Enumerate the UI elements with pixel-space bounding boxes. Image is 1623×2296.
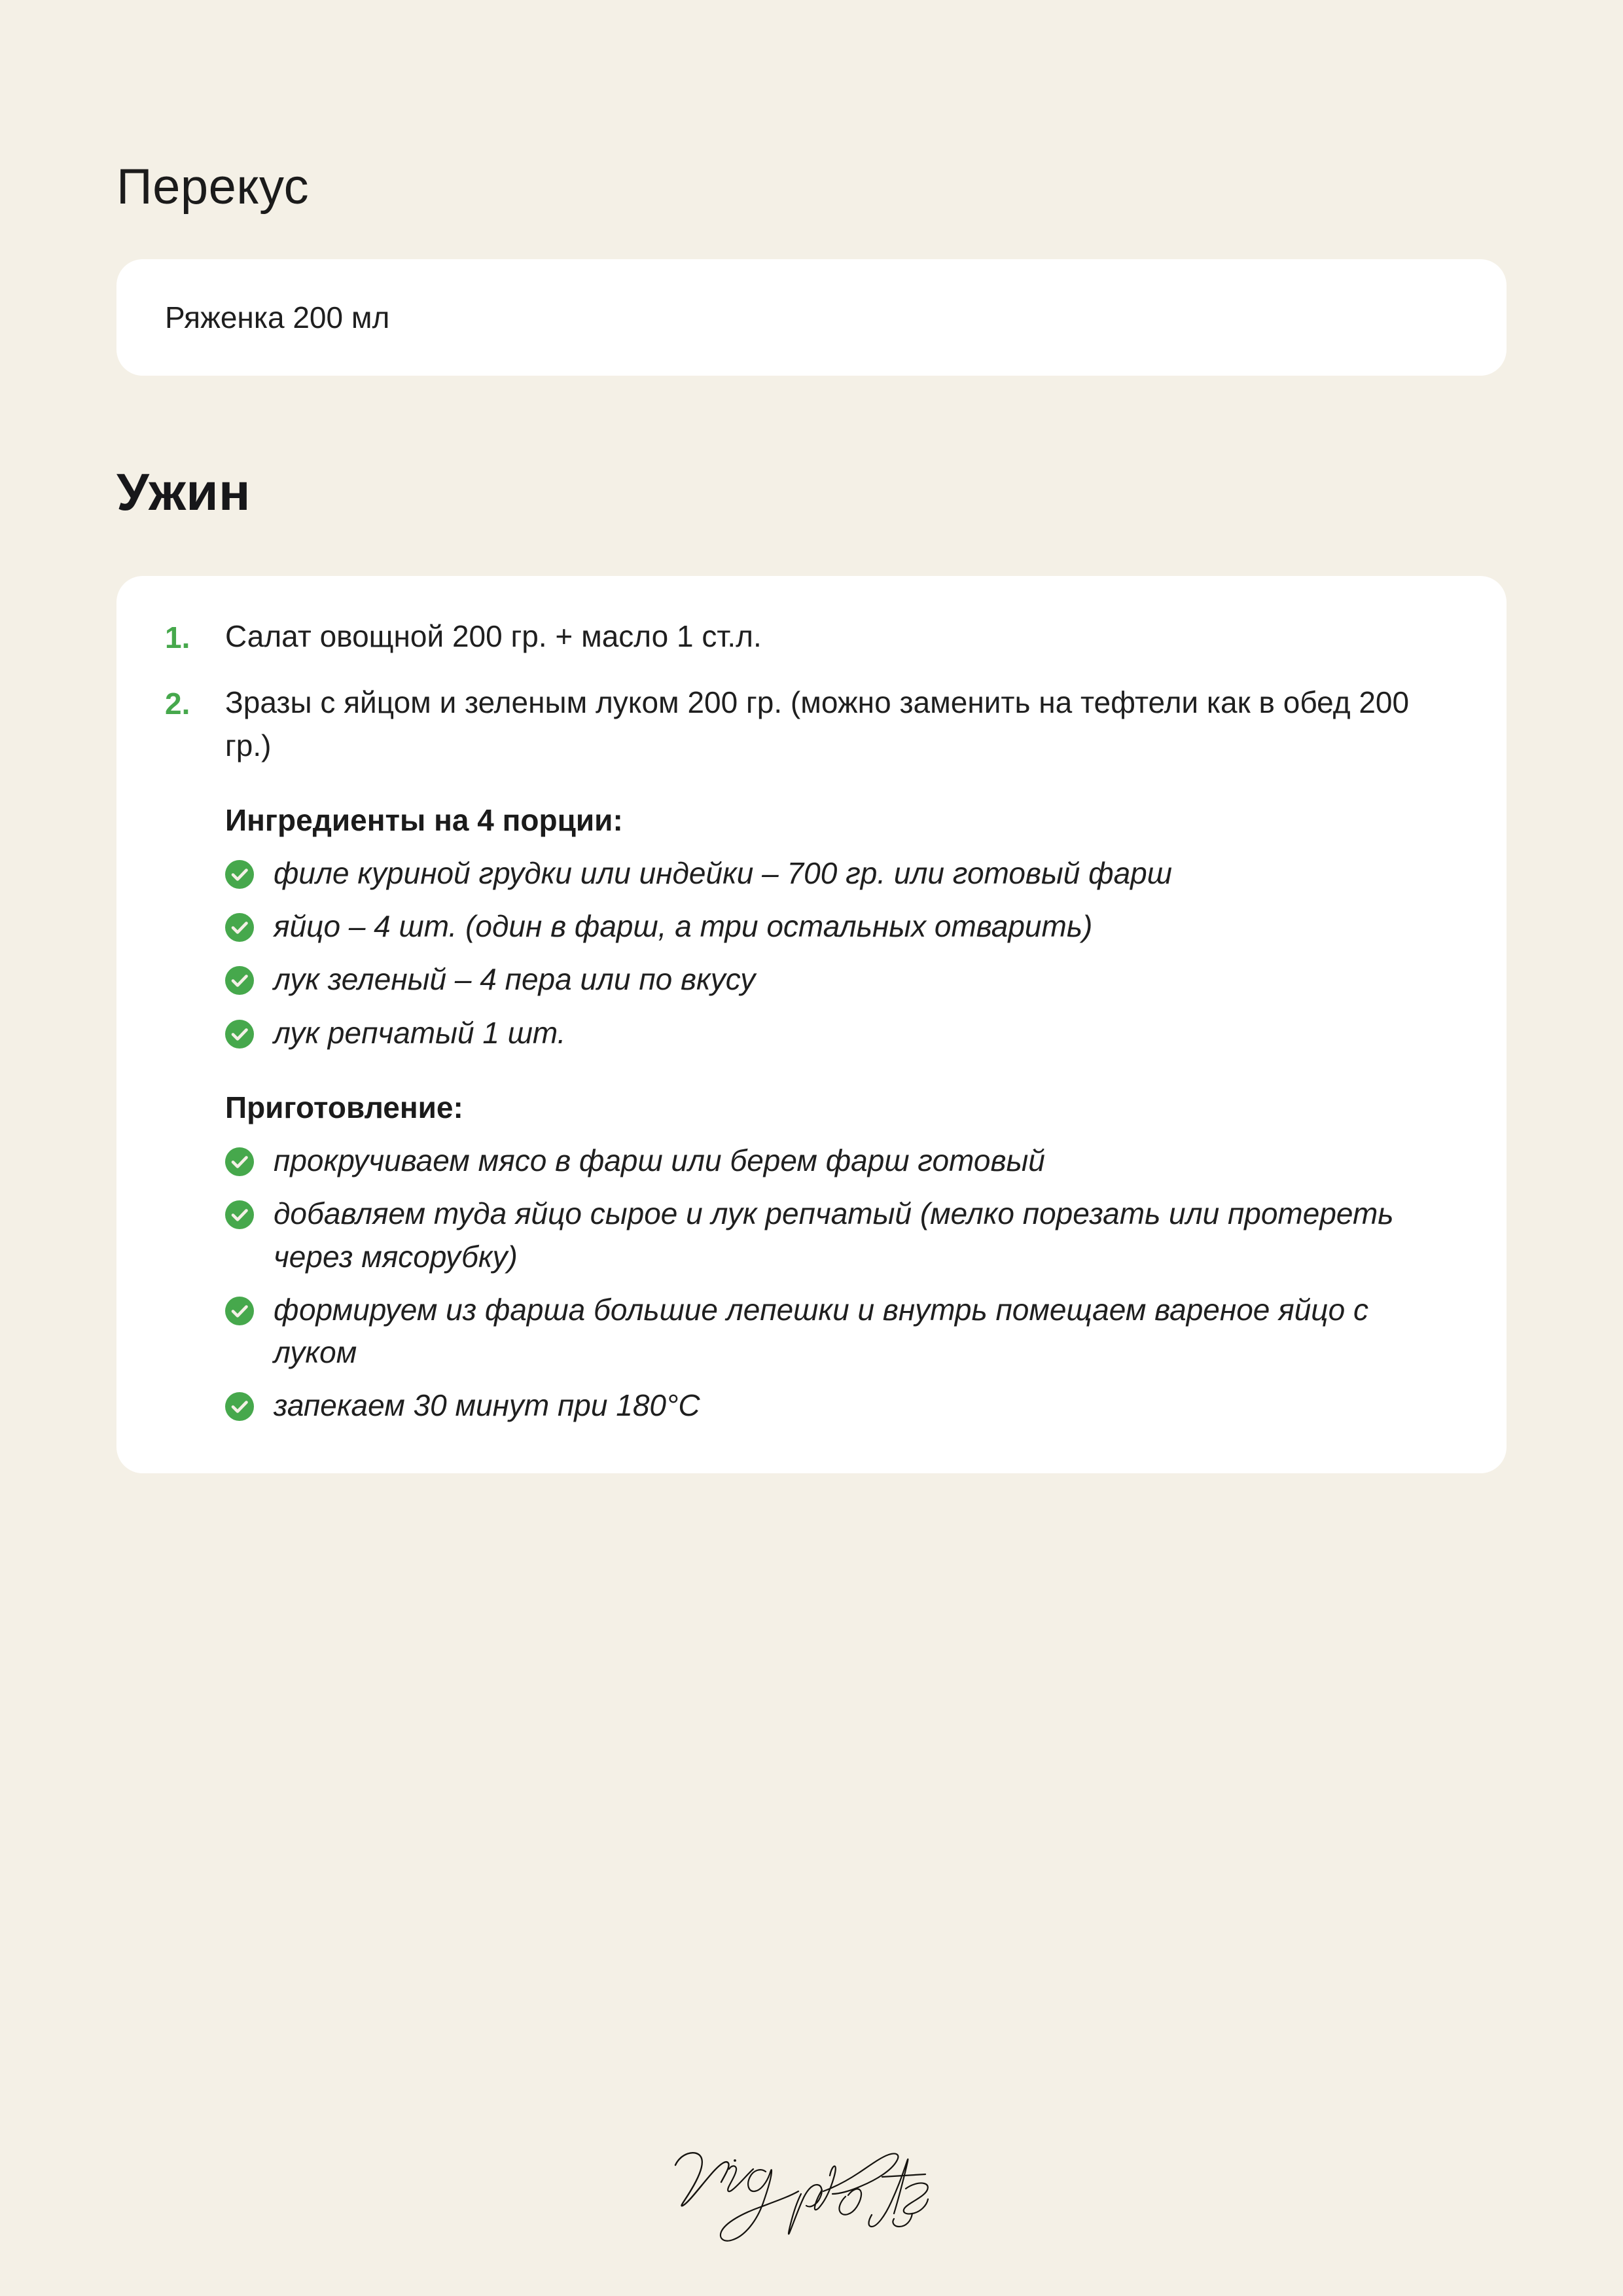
check-circle-icon <box>225 1200 254 1229</box>
ingredients-list <box>225 852 1458 1054</box>
list-item-number: 1. <box>165 620 190 655</box>
ingredients-title: Ингредиенты на 4 порции: <box>225 803 623 838</box>
list-item <box>225 958 1458 1001</box>
list-item-body <box>225 615 1458 658</box>
signature-watermark-icon <box>661 2134 962 2258</box>
list-item <box>225 1289 1458 1374</box>
preparation-step-text: запекаем 30 минут при 180°C <box>274 1388 700 1423</box>
list-item-number: 2. <box>165 687 190 721</box>
list-item <box>165 681 1458 1427</box>
check-circle-icon <box>225 860 254 889</box>
preparation-step-text: прокручиваем мясо в фарш или берем фарш готовый <box>274 1143 1045 1177</box>
list-item <box>225 1193 1458 1278</box>
page-title-snack: Перекус <box>116 159 310 215</box>
snack-card <box>116 259 1507 376</box>
page-title-dinner: Ужин <box>116 463 251 522</box>
list-item <box>225 1012 1458 1054</box>
dinner-list <box>165 615 1458 1427</box>
check-circle-icon <box>225 1392 254 1421</box>
list-item-body <box>225 681 1458 1427</box>
check-circle-icon <box>225 1020 254 1049</box>
ingredient-text: лук репчатый 1 шт. <box>274 1015 566 1050</box>
snack-item-text: Ряженка 200 мл <box>165 300 390 334</box>
preparation-step-text: добавляем туда яйцо сырое и лук репчатый (мелко порезать или протереть через мясорубку) <box>274 1196 1394 1274</box>
ingredient-text: яйцо – 4 шт. (один в фарш, а три остальных отварить) <box>274 909 1093 944</box>
list-item <box>225 905 1458 948</box>
list-item-text: Зразы с яйцом и зеленым луком 200 гр. (можно заменить на тефтели как в обед 200 гр.) <box>225 685 1410 762</box>
preparation-list <box>225 1139 1458 1427</box>
watermark <box>0 2134 1623 2258</box>
preparation-title: Приготовление: <box>225 1090 463 1125</box>
ingredients-section <box>225 801 1458 1054</box>
ingredient-text: филе куриной грудки или индейки – 700 гр. или готовый фарш <box>274 855 1172 890</box>
check-circle-icon <box>225 913 254 942</box>
list-item <box>165 615 1458 659</box>
ingredient-text: лук зеленый – 4 пера или по вкусу <box>274 962 756 997</box>
list-item <box>225 1139 1458 1182</box>
list-item <box>225 852 1458 895</box>
check-circle-icon <box>225 966 254 995</box>
check-circle-icon <box>225 1297 254 1325</box>
check-circle-icon <box>225 1147 254 1176</box>
preparation-section <box>225 1088 1458 1427</box>
list-item <box>225 1384 1458 1427</box>
dinner-card <box>116 576 1507 1473</box>
preparation-step-text: формируем из фарша большие лепешки и внутрь помещаем вареное яйцо с луком <box>274 1292 1368 1370</box>
list-item-text: Салат овощной 200 гр. + масло 1 ст.л. <box>225 619 762 654</box>
